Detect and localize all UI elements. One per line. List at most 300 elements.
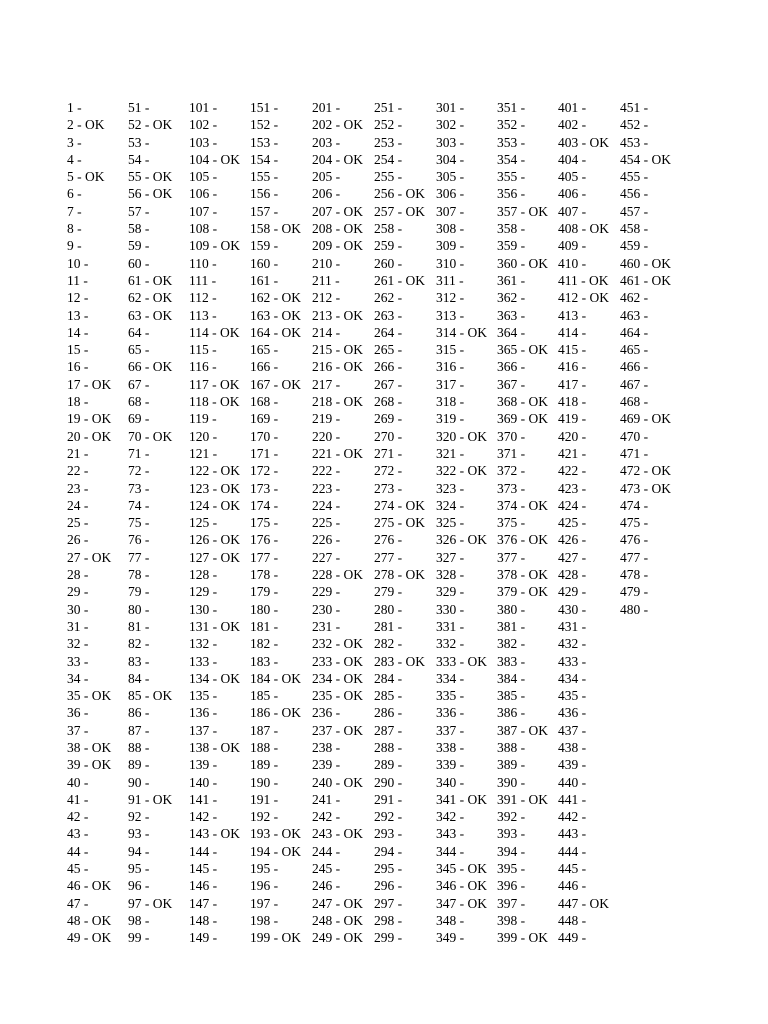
list-entry: 395 - xyxy=(497,861,526,877)
list-entry: 134 - OK xyxy=(189,670,240,686)
list-entry: 174 - xyxy=(250,497,279,513)
list-entry: 110 - xyxy=(189,255,217,271)
list-entry: 339 - xyxy=(436,757,465,773)
list-entry: 454 - OK xyxy=(620,151,671,167)
list-entry: 422 - xyxy=(558,463,587,479)
list-entry: 386 - xyxy=(497,705,526,721)
list-entry: 54 - xyxy=(128,151,150,167)
list-entry: 437 - xyxy=(558,722,587,738)
list-entry: 438 - xyxy=(558,739,587,755)
list-entry: 367 - xyxy=(497,376,526,392)
list-entry: 316 - xyxy=(436,359,465,375)
list-entry: 113 - xyxy=(189,307,217,323)
list-entry: 8 - xyxy=(67,221,82,237)
list-entry: 408 - OK xyxy=(558,221,609,237)
list-entry: 11 - xyxy=(67,272,88,288)
list-entry: 469 - OK xyxy=(620,411,671,427)
list-entry: 102 - xyxy=(189,117,218,133)
list-entry: 301 - xyxy=(436,100,465,115)
list-entry: 63 - OK xyxy=(128,307,173,323)
list-entry: 285 - xyxy=(374,688,403,704)
list-entry: 270 - xyxy=(374,428,403,444)
list-entry: 366 - xyxy=(497,359,526,375)
list-entry: 201 - xyxy=(312,100,341,115)
list-entry: 306 - xyxy=(436,186,465,202)
list-entry: 79 - xyxy=(128,584,150,600)
list-entry: 441 - xyxy=(558,791,587,807)
list-entry: 117 - OK xyxy=(189,376,240,392)
list-entry: 348 - xyxy=(436,912,465,928)
list-entry: 445 - xyxy=(558,861,587,877)
list-entry: 280 - xyxy=(374,601,403,617)
list-entry: 473 - OK xyxy=(620,480,671,496)
list-entry: 30 - xyxy=(67,601,89,617)
list-entry: 254 - xyxy=(374,151,403,167)
list-entry: 179 - xyxy=(250,584,279,600)
list-entry: 248 - OK xyxy=(312,912,363,928)
list-entry: 364 - xyxy=(497,324,526,340)
list-entry: 402 - xyxy=(558,117,587,133)
list-entry: 369 - OK xyxy=(497,411,548,427)
list-entry: 453 - xyxy=(620,134,649,150)
list-entry: 382 - xyxy=(497,636,526,652)
list-entry: 283 - OK xyxy=(374,653,425,669)
list-entry: 166 - xyxy=(250,359,279,375)
list-entry: 321 - xyxy=(436,445,465,461)
list-entry: 84 - xyxy=(128,670,150,686)
list-entry: 83 - xyxy=(128,653,150,669)
list-entry: 354 - xyxy=(497,151,526,167)
list-entry: 80 - xyxy=(128,601,150,617)
list-entry: 198 - xyxy=(250,912,279,928)
list-entry: 89 - xyxy=(128,757,150,773)
list-entry: 355 - xyxy=(497,169,526,185)
list-entry: 148 - xyxy=(189,912,218,928)
list-entry: 77 - xyxy=(128,549,150,565)
list-entry: 204 - OK xyxy=(312,151,363,167)
list-entry: 157 - xyxy=(250,203,279,219)
list-entry: 477 - xyxy=(620,549,649,565)
list-entry: 17 - OK xyxy=(67,376,112,392)
list-entry: 186 - OK xyxy=(250,705,301,721)
list-entry: 160 - xyxy=(250,255,279,271)
list-entry: 377 - xyxy=(497,549,526,565)
list-entry: 211 - xyxy=(312,272,340,288)
list-entry: 192 - xyxy=(250,809,279,825)
list-entry: 224 - xyxy=(312,497,341,513)
list-entry: 267 - xyxy=(374,376,403,392)
list-entry: 406 - xyxy=(558,186,587,202)
list-entry: 171 - xyxy=(250,445,279,461)
list-entry: 142 - xyxy=(189,809,218,825)
list-entry: 185 - xyxy=(250,688,279,704)
list-entry: 338 - xyxy=(436,739,465,755)
list-entry: 259 - xyxy=(374,238,403,254)
list-entry: 368 - OK xyxy=(497,394,548,410)
list-entry: 85 - OK xyxy=(128,688,173,704)
list-entry: 289 - xyxy=(374,757,403,773)
list-entry: 351 - xyxy=(497,100,526,115)
list-entry: 334 - xyxy=(436,670,465,686)
list-entry: 70 - OK xyxy=(128,428,173,444)
list-entry: 91 - OK xyxy=(128,791,173,807)
list-entry: 161 - xyxy=(250,272,279,288)
list-entry: 188 - xyxy=(250,739,279,755)
list-entry: 470 - xyxy=(620,428,649,444)
list-entry: 223 - xyxy=(312,480,341,496)
list-entry: 115 - xyxy=(189,342,217,358)
list-entry: 27 - OK xyxy=(67,549,112,565)
list-entry: 233 - OK xyxy=(312,653,363,669)
list-entry: 68 - xyxy=(128,394,150,410)
list-entry: 352 - xyxy=(497,117,526,133)
list-entry: 293 - xyxy=(374,826,403,842)
list-entry: 124 - OK xyxy=(189,497,240,513)
list-entry: 111 - xyxy=(189,272,217,288)
list-entry: 132 - xyxy=(189,636,218,652)
list-entry: 236 - xyxy=(312,705,341,721)
list-entry: 136 - xyxy=(189,705,218,721)
list-entry: 97 - OK xyxy=(128,895,173,911)
list-entry: 237 - OK xyxy=(312,722,363,738)
list-entry: 247 - OK xyxy=(312,895,363,911)
list-entry: 332 - xyxy=(436,636,465,652)
list-entry: 152 - xyxy=(250,117,279,133)
list-entry: 154 - xyxy=(250,151,279,167)
list-entry: 435 - xyxy=(558,688,587,704)
list-entry: 246 - xyxy=(312,878,341,894)
list-entry: 230 - xyxy=(312,601,341,617)
list-entry: 49 - OK xyxy=(67,930,112,946)
list-entry: 42 - xyxy=(67,809,89,825)
list-entry: 218 - OK xyxy=(312,394,363,410)
list-entry: 20 - OK xyxy=(67,428,112,444)
list-entry: 417 - xyxy=(558,376,587,392)
list-entry: 317 - xyxy=(436,376,465,392)
list-entry: 433 - xyxy=(558,653,587,669)
list-entry: 194 - OK xyxy=(250,843,301,859)
number-column xyxy=(620,99,700,618)
list-entry: 479 - xyxy=(620,584,649,600)
list-entry: 460 - OK xyxy=(620,255,671,271)
list-entry: 172 - xyxy=(250,463,279,479)
list-entry: 82 - xyxy=(128,636,150,652)
list-entry: 380 - xyxy=(497,601,526,617)
list-entry: 345 - OK xyxy=(436,861,487,877)
list-entry: 343 - xyxy=(436,826,465,842)
list-entry: 443 - xyxy=(558,826,587,842)
list-entry: 189 - xyxy=(250,757,279,773)
list-entry: 243 - OK xyxy=(312,826,363,842)
list-entry: 178 - xyxy=(250,567,279,583)
list-entry: 358 - xyxy=(497,221,526,237)
list-entry: 199 - OK xyxy=(250,930,301,946)
list-entry: 31 - xyxy=(67,618,89,634)
list-entry: 225 - xyxy=(312,515,341,531)
list-entry: 203 - xyxy=(312,134,341,150)
list-entry: 411 - OK xyxy=(558,272,609,288)
list-entry: 108 - xyxy=(189,221,218,237)
list-entry: 277 - xyxy=(374,549,403,565)
list-entry: 323 - xyxy=(436,480,465,496)
list-entry: 399 - OK xyxy=(497,930,548,946)
list-entry: 4 - xyxy=(67,151,82,167)
list-entry: 359 - xyxy=(497,238,526,254)
list-entry: 390 - xyxy=(497,774,526,790)
list-entry: 407 - xyxy=(558,203,587,219)
list-entry: 88 - xyxy=(128,739,150,755)
list-entry: 228 - OK xyxy=(312,567,363,583)
list-entry: 209 - OK xyxy=(312,238,363,254)
list-entry: 135 - xyxy=(189,688,218,704)
list-entry: 388 - xyxy=(497,739,526,755)
list-entry: 146 - xyxy=(189,878,218,894)
list-entry: 421 - xyxy=(558,445,587,461)
list-entry: 163 - OK xyxy=(250,307,301,323)
list-entry: 268 - xyxy=(374,394,403,410)
list-entry: 397 - xyxy=(497,895,526,911)
list-entry: 98 - xyxy=(128,912,150,928)
list-entry: 45 - xyxy=(67,861,89,877)
list-entry: 320 - OK xyxy=(436,428,487,444)
list-entry: 81 - xyxy=(128,618,150,634)
list-entry: 191 - xyxy=(250,791,279,807)
list-entry: 96 - xyxy=(128,878,150,894)
list-entry: 206 - xyxy=(312,186,341,202)
list-entry: 109 - OK xyxy=(189,238,240,254)
list-entry: 299 - xyxy=(374,930,403,946)
list-entry: 413 - xyxy=(558,307,587,323)
list-entry: 197 - xyxy=(250,895,279,911)
list-entry: 7 - xyxy=(67,203,82,219)
list-entry: 379 - OK xyxy=(497,584,548,600)
list-entry: 456 - xyxy=(620,186,649,202)
list-entry: 374 - OK xyxy=(497,497,548,513)
list-entry: 472 - OK xyxy=(620,463,671,479)
list-entry: 15 - xyxy=(67,342,89,358)
list-entry: 448 - xyxy=(558,912,587,928)
list-entry: 468 - xyxy=(620,394,649,410)
list-entry: 190 - xyxy=(250,774,279,790)
list-entry: 12 - xyxy=(67,290,89,306)
list-entry: 226 - xyxy=(312,532,341,548)
list-entry: 241 - xyxy=(312,791,341,807)
list-entry: 474 - xyxy=(620,497,649,513)
list-entry: 253 - xyxy=(374,134,403,150)
list-entry: 229 - xyxy=(312,584,341,600)
list-entry: 257 - OK xyxy=(374,203,425,219)
list-entry: 51 - xyxy=(128,100,150,115)
list-entry: 87 - xyxy=(128,722,150,738)
list-entry: 73 - xyxy=(128,480,150,496)
list-entry: 143 - OK xyxy=(189,826,240,842)
list-entry: 93 - xyxy=(128,826,150,842)
list-entry: 219 - xyxy=(312,411,341,427)
list-entry: 361 - xyxy=(497,272,526,288)
list-entry: 33 - xyxy=(67,653,89,669)
list-entry: 76 - xyxy=(128,532,150,548)
list-entry: 459 - xyxy=(620,238,649,254)
list-entry: 271 - xyxy=(374,445,403,461)
list-entry: 309 - xyxy=(436,238,465,254)
list-entry: 307 - xyxy=(436,203,465,219)
list-entry: 61 - OK xyxy=(128,272,173,288)
list-entry: 118 - OK xyxy=(189,394,240,410)
list-entry: 60 - xyxy=(128,255,150,271)
list-entry: 371 - xyxy=(497,445,526,461)
list-entry: 162 - OK xyxy=(250,290,301,306)
list-entry: 165 - xyxy=(250,342,279,358)
list-entry: 120 - xyxy=(189,428,218,444)
list-entry: 303 - xyxy=(436,134,465,150)
list-entry: 447 - OK xyxy=(558,895,609,911)
list-entry: 274 - OK xyxy=(374,497,425,513)
list-entry: 304 - xyxy=(436,151,465,167)
list-entry: 205 - xyxy=(312,169,341,185)
list-entry: 1 - xyxy=(67,100,82,115)
list-entry: 415 - xyxy=(558,342,587,358)
list-entry: 471 - xyxy=(620,445,649,461)
list-entry: 373 - xyxy=(497,480,526,496)
list-entry: 336 - xyxy=(436,705,465,721)
list-entry: 242 - xyxy=(312,809,341,825)
list-entry: 324 - xyxy=(436,497,465,513)
list-entry: 432 - xyxy=(558,636,587,652)
list-entry: 278 - OK xyxy=(374,567,425,583)
list-entry: 35 - OK xyxy=(67,688,112,704)
list-entry: 138 - OK xyxy=(189,739,240,755)
list-entry: 170 - xyxy=(250,428,279,444)
list-entry: 272 - xyxy=(374,463,403,479)
list-entry: 215 - OK xyxy=(312,342,363,358)
list-entry: 282 - xyxy=(374,636,403,652)
list-entry: 305 - xyxy=(436,169,465,185)
list-entry: 440 - xyxy=(558,774,587,790)
list-entry: 262 - xyxy=(374,290,403,306)
list-entry: 466 - xyxy=(620,359,649,375)
list-entry: 273 - xyxy=(374,480,403,496)
list-entry: 106 - xyxy=(189,186,218,202)
list-entry: 22 - xyxy=(67,463,89,479)
list-entry: 302 - xyxy=(436,117,465,133)
list-entry: 39 - OK xyxy=(67,757,112,773)
list-entry: 92 - xyxy=(128,809,150,825)
list-entry: 3 - xyxy=(67,134,82,150)
list-entry: 284 - xyxy=(374,670,403,686)
list-entry: 145 - xyxy=(189,861,218,877)
list-entry: 193 - OK xyxy=(250,826,301,842)
list-entry: 72 - xyxy=(128,463,150,479)
list-entry: 439 - xyxy=(558,757,587,773)
list-entry: 392 - xyxy=(497,809,526,825)
list-entry: 133 - xyxy=(189,653,218,669)
list-entry: 234 - OK xyxy=(312,670,363,686)
list-entry: 58 - xyxy=(128,221,150,237)
list-entry: 404 - xyxy=(558,151,587,167)
list-entry: 333 - OK xyxy=(436,653,487,669)
list-entry: 269 - xyxy=(374,411,403,427)
list-entry: 419 - xyxy=(558,411,587,427)
list-entry: 156 - xyxy=(250,186,279,202)
list-entry: 75 - xyxy=(128,515,150,531)
list-entry: 151 - xyxy=(250,100,279,115)
list-entry: 353 - xyxy=(497,134,526,150)
list-entry: 327 - xyxy=(436,549,465,565)
list-entry: 221 - OK xyxy=(312,445,363,461)
list-entry: 6 - xyxy=(67,186,82,202)
list-entry: 462 - xyxy=(620,290,649,306)
list-entry: 410 - xyxy=(558,255,587,271)
list-entry: 340 - xyxy=(436,774,465,790)
list-entry: 181 - xyxy=(250,618,279,634)
list-entry: 140 - xyxy=(189,774,218,790)
list-entry: 266 - xyxy=(374,359,403,375)
list-entry: 126 - OK xyxy=(189,532,240,548)
list-entry: 428 - xyxy=(558,567,587,583)
list-entry: 153 - xyxy=(250,134,279,150)
list-entry: 40 - xyxy=(67,774,89,790)
list-entry: 116 - xyxy=(189,359,217,375)
list-entry: 244 - xyxy=(312,843,341,859)
list-entry: 103 - xyxy=(189,134,218,150)
list-entry: 16 - xyxy=(67,359,89,375)
list-entry: 238 - xyxy=(312,739,341,755)
list-entry: 328 - xyxy=(436,567,465,583)
list-entry: 141 - xyxy=(189,791,218,807)
list-entry: 177 - xyxy=(250,549,279,565)
list-entry: 71 - xyxy=(128,445,150,461)
list-entry: 104 - OK xyxy=(189,151,240,167)
list-entry: 131 - OK xyxy=(189,618,240,634)
list-entry: 446 - xyxy=(558,878,587,894)
list-entry: 26 - xyxy=(67,532,89,548)
list-entry: 57 - xyxy=(128,203,150,219)
list-entry: 52 - OK xyxy=(128,117,173,133)
list-entry: 475 - xyxy=(620,515,649,531)
list-entry: 222 - xyxy=(312,463,341,479)
list-entry: 365 - OK xyxy=(497,342,548,358)
list-entry: 147 - xyxy=(189,895,218,911)
list-entry: 463 - xyxy=(620,307,649,323)
list-entry: 370 - xyxy=(497,428,526,444)
list-entry: 434 - xyxy=(558,670,587,686)
list-entry: 187 - xyxy=(250,722,279,738)
list-entry: 90 - xyxy=(128,774,150,790)
list-entry: 409 - xyxy=(558,238,587,254)
list-entry: 424 - xyxy=(558,497,587,513)
list-entry: 24 - xyxy=(67,497,89,513)
list-entry: 344 - xyxy=(436,843,465,859)
list-entry: 207 - OK xyxy=(312,203,363,219)
list-entry: 457 - xyxy=(620,203,649,219)
list-entry: 86 - xyxy=(128,705,150,721)
list-entry: 10 - xyxy=(67,255,89,271)
list-entry: 458 - xyxy=(620,221,649,237)
list-entry: 331 - xyxy=(436,618,465,634)
list-entry: 168 - xyxy=(250,394,279,410)
list-entry: 47 - xyxy=(67,895,89,911)
list-entry: 55 - OK xyxy=(128,169,173,185)
list-entry: 452 - xyxy=(620,117,649,133)
list-entry: 112 - xyxy=(189,290,217,306)
list-entry: 403 - OK xyxy=(558,134,609,150)
list-entry: 256 - OK xyxy=(374,186,425,202)
list-entry: 326 - OK xyxy=(436,532,487,548)
list-entry: 159 - xyxy=(250,238,279,254)
list-entry: 261 - OK xyxy=(374,272,425,288)
list-entry: 2 - OK xyxy=(67,117,105,133)
list-entry: 59 - xyxy=(128,238,150,254)
